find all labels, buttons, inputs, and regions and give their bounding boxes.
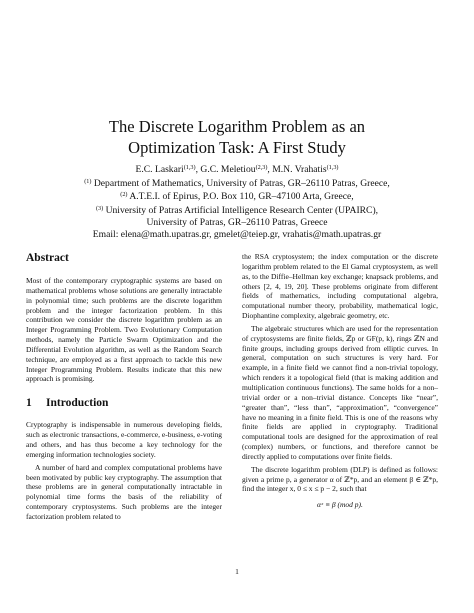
right-paragraph-3: The discrete logarithm problem (DLP) is defined as follows: given a prime p, a generator α of ℤ*p, and an element β ∈ ℤ*p, find the integer x, 0 ≤ x ≤ p − 2, such that (242, 464, 438, 494)
author-1: E.C. Laskari (135, 164, 184, 175)
affiliation-2-mark: (2) (120, 191, 128, 199)
paper-title (0, 116, 474, 158)
affiliation-1-mark: (1) (84, 177, 92, 185)
dlp-congruence-formula: αˣ ≡ β (mod p). (317, 500, 363, 510)
affiliation-1-text: Department of Mathematics, University of Patras, GR–26110 Patras, Greece, (91, 177, 390, 189)
author-2: , G.C. Meletiou (195, 164, 256, 175)
left-column (26, 251, 222, 522)
affiliation-2-text: A.T.E.I. of Epirus, P.O. Box 110, GR–47100 Arta, Greece, (127, 191, 354, 203)
title-line-2: Optimization Task: A First Study (128, 138, 346, 157)
introduction-paragraph-1: Cryptography is indispensable in numerous developing fields, such as electronic transactions, e-commerce, e-business, e-voting and others, and has thus become a key technology for the emerging information technologies society. (26, 420, 222, 459)
author-2-affiliation-mark: (2,3) (255, 164, 268, 171)
author-3-affiliation-mark: (1,3) (326, 164, 339, 171)
affiliation-2 (0, 189, 474, 203)
title-line-1: The Discrete Logarithm Problem as an (108, 117, 366, 136)
introduction-paragraph-2: A number of hard and complex computational problems have been motivated by public key cryptography. The assumption that these problems are in general computationally intractable in polynomial time forms the basis of the reliability of contemporary cryptosystems. Such problems are the integer factorization problem related to (26, 462, 222, 521)
author-block (0, 162, 474, 240)
abstract-heading: Abstract (26, 252, 69, 264)
right-paragraph-2: The algebraic structures which are used for the representation of cryptosystems are finite fields, ℤp or GF(p, k), rings ℤN and finite groups, including groups derived from elliptic curves. In general, computation on such structures is very hard. For example, in a finite field we cannot find a non-trivial topology, which renders it a topological field (that is making addition and multiplication continuous functions). The same holds for a non–trivial order or a non–trivial distance. Concepts like “near”, “greater than”, “less than”, “approximation”, “convergence” have no meaning in a finite field. This is one of the reasons why finite fields are applied in cryptography. Traditional computational tools are designed for the approximation of real (complex) numbers, or functions, and therefore cannot be directly applied to computations over finite fields. (242, 323, 438, 461)
introduction-heading (26, 396, 222, 410)
author-emails: Email: elena@math.upatras.gr, gmelet@teiep.gr, vrahatis@math.upatras.gr (92, 228, 382, 240)
author-3: , M.N. Vrahatis (267, 164, 327, 175)
author-names (0, 162, 474, 176)
page-number: 1 (235, 567, 239, 576)
author-1-affiliation-mark: (1,3) (183, 164, 196, 171)
affiliation-3-continued: University of Patras, GR–26110 Patras, Greece (146, 216, 328, 228)
affiliation-3-mark: (3) (95, 205, 104, 213)
right-column (242, 252, 438, 510)
affiliation-3 (0, 203, 474, 217)
affiliation-1 (0, 176, 474, 190)
section-number: 1 (26, 397, 32, 410)
section-title: Introduction (46, 397, 109, 410)
abstract-body: Most of the contemporary cryptographic systems are based on mathematical problems whose solutions are generally intractable in polynomial time; such problems are the discrete logarithm problem and the integer factorization problem. In this contribution we consider the discrete logarithm problem as an Integer Programming Problem. Two Evolutionary Computation methods, namely the Particle Swarm Optimization and the Differential Evolution algorithm, as well as the Random Search technique, are employed as a first approach to tackle this new Integer Programming Problem. Results indicate that this new approach is promising. (26, 276, 222, 384)
right-paragraph-1: the RSA cryptosystem; the index computation or the discrete logarithm problem related to the El Gamal cryptosystem, as well as, to the Diffie–Hellman key exchange; knapsack problems, and others [2, 4, 19, 20]. These problems originate from different fields of mathematics, including computational algebra, computational number theory, probability, mathematical logic, Diophantine complexity, algebraic geometry, etc. (242, 252, 438, 321)
affiliation-3-text: University of Patras Artificial Intelligence Research Center (UPAIRC), (103, 205, 379, 217)
